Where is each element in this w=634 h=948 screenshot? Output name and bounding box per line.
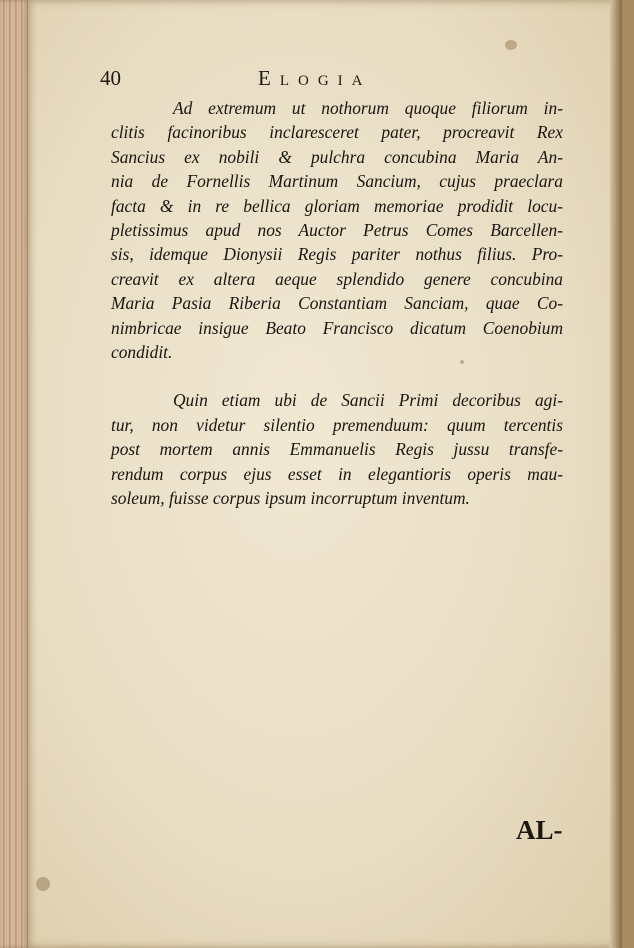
catchword: AL- (516, 815, 563, 845)
text-line: rendum corpus ejus esset in elegantioris operis mau- (111, 463, 563, 484)
text-line: condidit. (111, 342, 173, 363)
gutter-shadow (610, 0, 622, 948)
text-line: soleum, fuisse corpus ipsum incorruptum inventum. (111, 488, 470, 509)
running-title: Elogia (258, 66, 372, 90)
text-line: sis, idemque Dionysii Regis pariter nothus filius. Pro- (111, 244, 563, 265)
paragraph-2 (111, 388, 563, 510)
paper-stain (36, 877, 50, 891)
text-line: tur, non videtur silentio premenduum: quum tercentis (111, 414, 563, 435)
text-line: creavit ex altera aeque splendido genere concubina (111, 268, 563, 289)
text-line: nia de Fornellis Martinum Sancium, cujus praeclara (111, 171, 563, 192)
text-line: facta & in re bellica gloriam memoriae prodidit locu- (111, 195, 563, 216)
paragraph-1 (111, 96, 563, 364)
text-line: nimbricae insigue Beato Francisco dicatum Coenobium (111, 317, 563, 338)
text-line: Quin etiam ubi de Sancii Primi decoribus agi- (173, 390, 563, 411)
page-header (100, 64, 570, 94)
text-line: Maria Pasia Riberia Constantiam Sanciam, quae Co- (111, 293, 563, 314)
text-line: Sancius ex nobili & pulchra concubina Maria An- (111, 146, 563, 167)
body-text (111, 96, 563, 511)
text-line: Ad extremum ut nothorum quoque filiorum in- (173, 98, 563, 118)
text-line: clitis facinoribus inclaresceret pater, procreavit Rex (111, 122, 563, 143)
text-line: post mortem annis Emmanuelis Regis jussu transfe- (111, 439, 563, 460)
text-line: pletissimus apud nos Auctor Petrus Comes Barcellen- (111, 220, 563, 241)
page-number: 40 (100, 66, 121, 90)
paper-stain (505, 40, 517, 50)
page-edges (0, 0, 30, 948)
